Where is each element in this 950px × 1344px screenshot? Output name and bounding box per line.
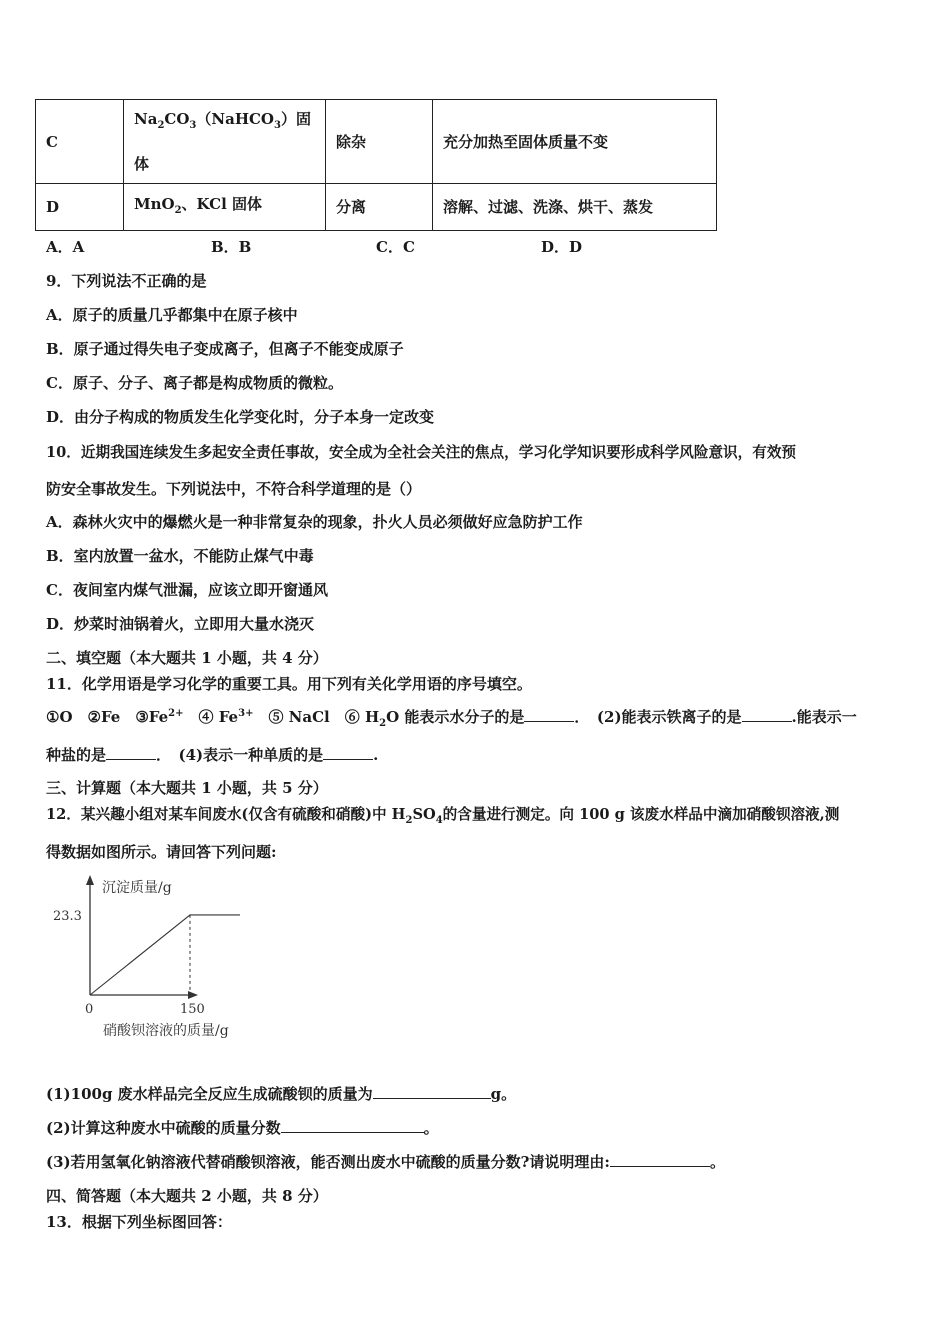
q8-choice-c: C．C <box>376 238 415 256</box>
x-tick-label: 150 <box>180 1002 205 1017</box>
x-axis-label: 硝酸钡溶液的质量/g <box>103 1023 229 1039</box>
row-letter: C <box>36 100 124 184</box>
table-row <box>36 184 717 231</box>
answer-blank[interactable] <box>373 1084 491 1099</box>
answer-blank[interactable] <box>106 745 156 760</box>
precipitate-chart <box>50 870 280 1050</box>
q12-sub2: (2)计算这种废水中硫酸的质量分数 。 <box>46 1119 439 1137</box>
q9-stem: 9．下列说法不正确的是 <box>46 272 207 290</box>
section-heading-short-answer: 四、简答题（本大题共 2 小题，共 8 分） <box>46 1187 328 1205</box>
q10-option-c: C．夜间室内煤气泄漏，应该立即开窗通风 <box>46 581 328 599</box>
q12-stem-line2: 得数据如图所示。请回答下列问题: <box>46 843 277 861</box>
q10-option-d: D．炒菜时油锅着火，立即用大量水浇灭 <box>46 615 315 633</box>
q10-stem-line1: 10．近期我国连续发生多起安全责任事故，安全成为全社会关注的焦点，学习化学知识要形成科学风险意识，有效预 <box>46 444 797 461</box>
q9-option-c: C．原子、分子、离子都是构成物质的微粒。 <box>46 374 343 392</box>
q8-choice-d: D．D <box>541 238 583 256</box>
y-axis-label: 沉淀质量/g <box>102 880 172 896</box>
q9-option-d: D．由分子构成的物质发生化学变化时，分子本身一定改变 <box>46 408 435 426</box>
q8-choice-b: B．B <box>211 238 252 256</box>
q12-sub1: (1)100g 废水样品完全反应生成硫酸钡的质量为 g。 <box>46 1085 517 1103</box>
row-purpose: 除杂 <box>326 100 433 184</box>
q11-line3: 种盐的是 ． (4)表示一种单质的是 . <box>46 746 379 764</box>
row-purpose: 分离 <box>326 184 433 231</box>
q13-stem: 13．根据下列坐标图回答： <box>46 1213 232 1231</box>
options-table <box>35 99 717 231</box>
answer-blank[interactable] <box>281 1118 424 1133</box>
q10-option-a: A．森林火灾中的爆燃火是一种非常复杂的现象，扑火人员必须做好应急防护工作 <box>46 513 583 531</box>
q11-line2: ①O ②Fe $③Fe^{2+}$ ④ $Fe^{3+}$ ⑤ NaCl ⑥ $H_2O$ 能表示水分子的是 ． (2)能表示铁离子的是 .能表示一 <box>46 708 857 729</box>
origin-label: 0 <box>85 1002 94 1017</box>
row-method: 溶解、过滤、洗涤、烘干、蒸发 <box>433 184 717 231</box>
row-substance: MnO$_2$、KCl 固体 <box>124 184 326 231</box>
y-axis-arrow <box>86 875 94 885</box>
answer-blank[interactable] <box>610 1152 710 1167</box>
data-line <box>90 915 240 995</box>
answer-blank[interactable] <box>524 707 574 722</box>
section-heading-fill-in: 二、填空题（本大题共 1 小题，共 4 分） <box>46 649 328 667</box>
q12-sub3: (3)若用氢氧化钠溶液代替硝酸钡溶液，能否测出废水中硫酸的质量分数?请说明理由: 。 <box>46 1153 725 1171</box>
q12-stem-line1: 12．某兴趣小组对某车间废水(仅含有硫酸和硝酸)中 $H_2SO_4$的含量进行测定。向 100 g 该废水样品中滴加硝酸钡溶液,测 <box>46 806 840 826</box>
section-heading-calculation: 三、计算题（本大题共 1 小题，共 5 分） <box>46 779 328 797</box>
q10-stem-line2: 防安全事故发生。下列说法中，不符合科学道理的是（） <box>46 480 422 498</box>
row-method: 充分加热至固体质量不变 <box>433 100 717 184</box>
y-tick-label: 23.3 <box>53 908 82 924</box>
row-letter: D <box>36 184 124 231</box>
answer-blank[interactable] <box>742 707 792 722</box>
q9-option-b: B．原子通过得失电子变成离子，但离子不能变成原子 <box>46 340 404 358</box>
q10-option-b: B．室内放置一盆水，不能防止煤气中毒 <box>46 547 314 565</box>
answer-blank[interactable] <box>323 745 373 760</box>
row-substance: $Na_2CO_3(NaHCO_3)$固体 <box>124 100 326 184</box>
q9-option-a: A．原子的质量几乎都集中在原子核中 <box>46 306 298 324</box>
q11-stem: 11．化学用语是学习化学的重要工具。用下列有关化学用语的序号填空。 <box>46 675 532 693</box>
table-row <box>36 100 717 184</box>
q8-choice-a: A．A <box>46 238 85 256</box>
